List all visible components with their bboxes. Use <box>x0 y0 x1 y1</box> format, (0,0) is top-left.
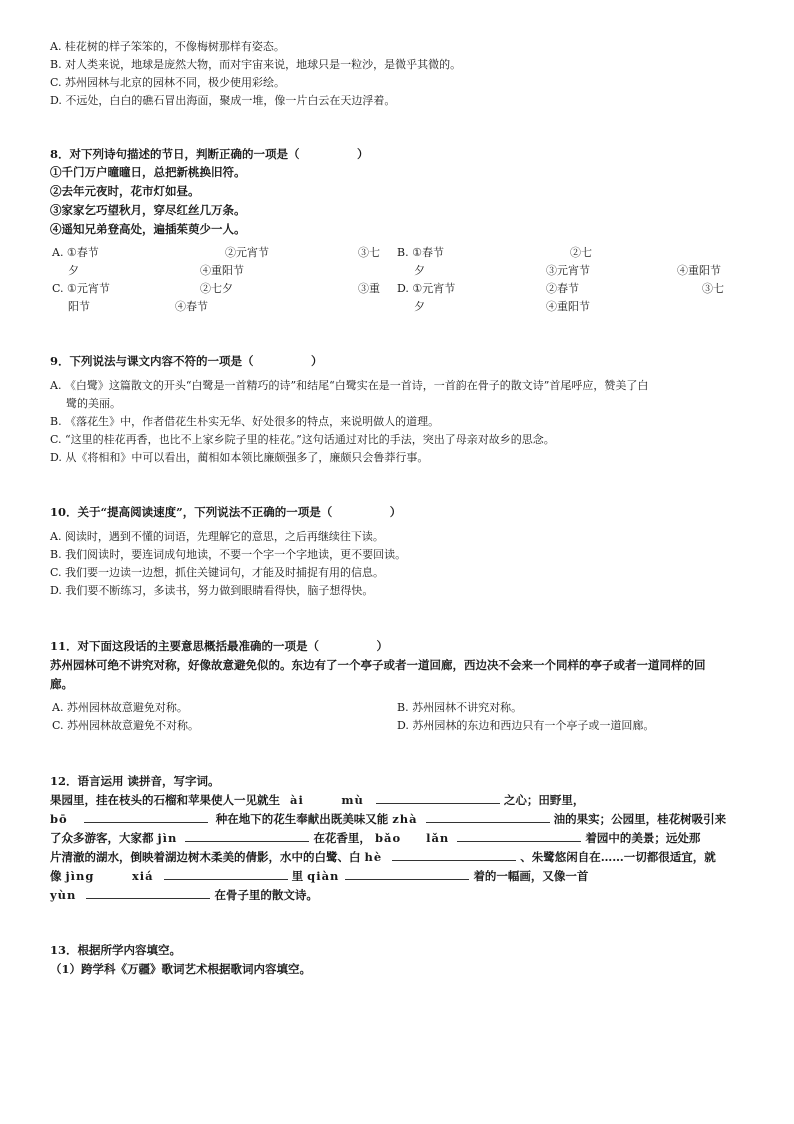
q11-passage: 苏州园林可绝不讲究对称，好像故意避免似的。东边有了一个亭子或者一道回廊，西边决不会来一个同样的亭子或者一道同样的回 <box>50 658 706 672</box>
pinyin-yun: yùn <box>50 888 77 902</box>
q11-option-b: B. 苏州园林不讲究对称。 <box>397 701 523 714</box>
answer-blank-zha[interactable] <box>426 810 550 823</box>
q9-option-a-cont: 鹭的美丽。 <box>66 397 121 410</box>
q9-option-c: C. “这里的桂花再香，也比不上家乡院子里的桂花。”这句话通过对比的手法，突出了母亲对故乡的思念。 <box>50 433 555 446</box>
q8-option-a-3b: 夕 <box>68 264 79 277</box>
q7-option-a: A. 桂花树的样子笨笨的，不像梅树那样有姿态。 <box>50 40 285 53</box>
pinyin-aimu: ài mù <box>290 793 364 807</box>
q8-option-b-2b: 夕 <box>414 264 425 277</box>
q8-poem-1: ①千门万户曈曈日，总把新桃换旧符。 <box>50 165 246 179</box>
answer-blank-he[interactable] <box>392 848 516 861</box>
q8-option-a-2: ②元宵节 <box>225 246 269 259</box>
q8-option-d-2: ②春节 <box>546 282 579 295</box>
pinyin-he: hè <box>364 850 383 864</box>
pinyin-jingxia: jìng xiá <box>65 869 154 883</box>
q8-option-a-3: ③七 <box>358 246 380 259</box>
pinyin-bo: bō <box>50 812 68 826</box>
answer-blank-jin[interactable] <box>185 829 309 842</box>
q9-stem: 9．下列说法与课文内容不符的一项是（ ） <box>50 354 323 368</box>
answer-blank-qian[interactable] <box>345 867 469 880</box>
q11-option-a: A. 苏州园林故意避免对称。 <box>52 701 188 714</box>
q13-sub1: （1）跨学科《万疆》歌词艺术根据歌词内容填空。 <box>50 962 311 976</box>
q9-option-d: D. 从《将相和》中可以看出，蔺相如本领比廉颇强多了，廉颇只会鲁莽行事。 <box>50 451 429 464</box>
q8-poem-2: ②去年元夜时，花市灯如昼。 <box>50 184 200 198</box>
q8-option-b-1: B. ①春节 <box>397 246 444 259</box>
q8-option-c-3: ③重 <box>358 282 380 295</box>
q12-line-5: 像 jìng xiá 里 qiàn 着的一幅画，又像一首 <box>50 869 589 883</box>
q8-poem-3: ③家家乞巧望秋月，穿尽红丝几万条。 <box>50 203 246 217</box>
q8-option-d-1: D. ①元宵节 <box>397 282 456 295</box>
q9-option-a: A. 《白鹭》这篇散文的开头“白鹭是一首精巧的诗”和结尾“白鹭实在是一首诗，一首韵在骨子的散文诗”首尾呼应，赞美了白 <box>50 379 649 392</box>
q12-line-4: 片清澈的湖水，倒映着湖边树木柔美的倩影，水中的白鹭、白 hè 、朱鹭悠闲自在……一切都很适宜，就 <box>50 850 716 864</box>
q12-line-6: yùn 在骨子里的散文诗。 <box>50 888 318 902</box>
q11-option-d: D. 苏州园林的东边和西边只有一个亭子或一道回廊。 <box>397 719 655 732</box>
q8-option-d-3: ③七 <box>702 282 724 295</box>
q8-option-c-3b: 阳节 <box>68 300 90 313</box>
q12-line-1: 果园里，挂在枝头的石榴和苹果使人一见就生 ài mù 之心；田野里， <box>50 793 585 807</box>
answer-blank-aimu[interactable] <box>376 791 500 804</box>
q12-line-3: 了众多游客，大家都 jìn 在花香里， bǎo lǎn 着园中的美景；远处那 <box>50 831 701 845</box>
answer-blank-bo[interactable] <box>84 810 208 823</box>
answer-blank-yun[interactable] <box>86 886 210 899</box>
q8-option-c-4: ④春节 <box>175 300 208 313</box>
q11-option-c: C. 苏州园林故意避免不对称。 <box>52 719 200 732</box>
pinyin-qian: qiàn <box>307 869 340 883</box>
q7-option-c: C. 苏州园林与北京的园林不同，极少使用彩绘。 <box>50 76 286 89</box>
answer-blank-jingxia[interactable] <box>164 867 288 880</box>
q10-stem: 10．关于“提高阅读速度”，下列说法不正确的一项是（ ） <box>50 505 402 519</box>
q10-option-d: D. 我们要不断练习，多读书，努力做到眼睛看得快，脑子想得快。 <box>50 584 374 597</box>
q10-option-c: C. 我们要一边读一边想，抓住关键词句，才能及时捕捉有用的信息。 <box>50 566 385 579</box>
q10-option-b: B. 我们阅读时，要连词成句地读，不要一个字一个字地读，更不要回读。 <box>50 548 407 561</box>
q8-option-d-3b: 夕 <box>414 300 425 313</box>
q11-stem: 11．对下面这段话的主要意思概括最准确的一项是（ ） <box>50 639 388 653</box>
q8-option-c-2: ②七夕 <box>200 282 233 295</box>
pinyin-zha: zhà <box>392 812 418 826</box>
q8-option-b-2: ②七 <box>570 246 592 259</box>
q8-option-b-3: ③元宵节 <box>546 264 590 277</box>
q9-option-b: B. 《落花生》中，作者借花生朴实无华、好处很多的特点，来说明做人的道理。 <box>50 415 440 428</box>
q12-line-2: bō 种在地下的花生奉献出既美味又能 zhà 油的果实；公园里，桂花树吸引来 <box>50 812 727 826</box>
q8-option-d-4: ④重阳节 <box>546 300 590 313</box>
q8-option-b-4: ④重阳节 <box>677 264 721 277</box>
q8-option-a-4: ④重阳节 <box>200 264 244 277</box>
q13-stem: 13．根据所学内容填空。 <box>50 943 182 957</box>
q12-stem: 12．语言运用 读拼音，写字词。 <box>50 774 220 788</box>
q11-passage-cont: 廊。 <box>50 677 73 691</box>
pinyin-baolan: bǎo lǎn <box>374 831 450 845</box>
q8-stem: 8．对下列诗句描述的节日，判断正确的一项是（ ） <box>50 147 369 161</box>
q10-option-a: A. 阅读时，遇到不懂的词语，先理解它的意思，之后再继续往下读。 <box>50 530 384 543</box>
q8-poem-4: ④遥知兄弟登高处，遍插茱萸少一人。 <box>50 222 246 236</box>
pinyin-jin: jìn <box>157 831 178 845</box>
q8-option-c-1: C. ①元宵节 <box>52 282 110 295</box>
q7-option-b: B. 对人类来说，地球是庞然大物，而对宇宙来说，地球只是一粒沙，是微乎其微的。 <box>50 58 462 71</box>
answer-blank-baolan[interactable] <box>457 829 581 842</box>
q7-option-d: D. 不远处，白白的礁石冒出海面，聚成一堆，像一片白云在天边浮着。 <box>50 94 396 107</box>
q8-option-a-1: A. ①春节 <box>52 246 99 259</box>
